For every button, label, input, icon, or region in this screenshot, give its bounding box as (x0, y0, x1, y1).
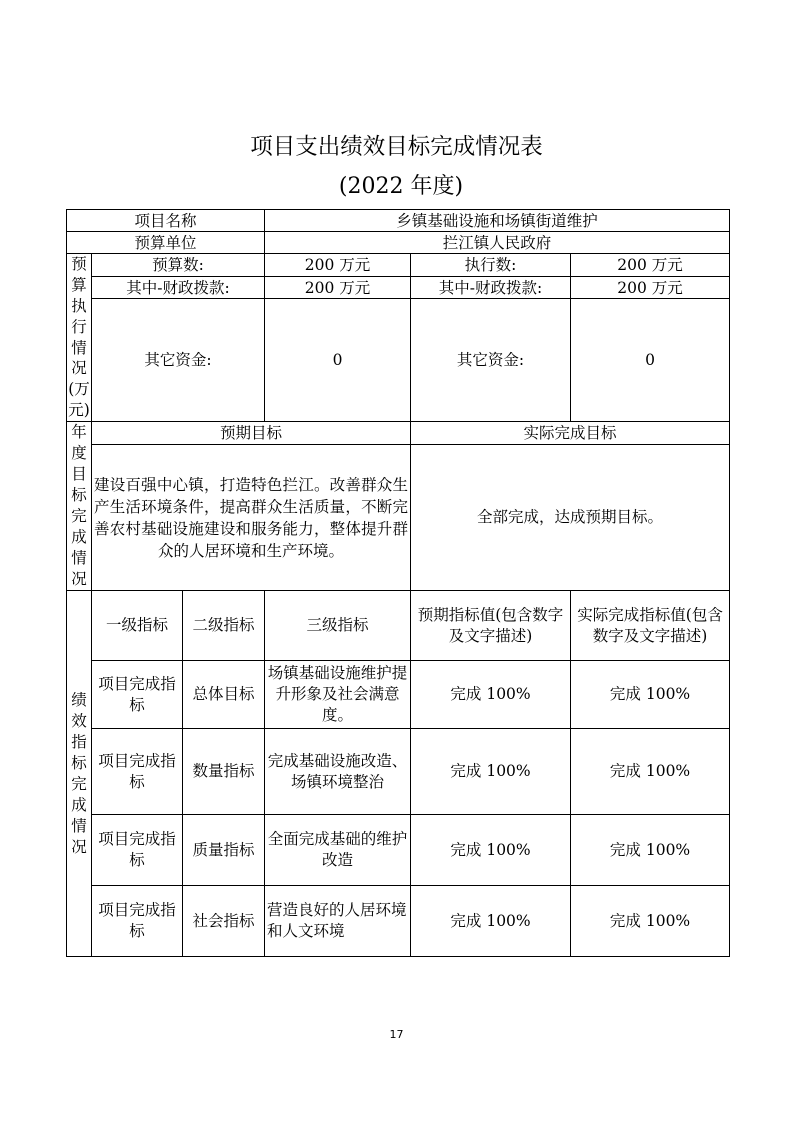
header-level3: 三级指标 (265, 591, 411, 661)
row-annual-goal-header (67, 422, 730, 445)
budget-total-label: 预算数: (92, 254, 265, 277)
row-annual-goal-content (67, 445, 730, 591)
actual-goal-text: 全部完成，达成预期目标。 (411, 445, 730, 591)
indicator-level2: 总体目标 (183, 661, 265, 729)
indicator-level1: 项目完成指标 (92, 661, 183, 729)
indicator-level2: 社会指标 (183, 886, 265, 957)
execution-total-label: 执行数: (411, 254, 571, 277)
indicator-expected: 完成 100% (411, 729, 571, 815)
table-row (67, 729, 730, 815)
budget-other-label: 其它资金: (92, 299, 265, 422)
budget-fiscal-value: 200 万元 (265, 277, 411, 299)
execution-fiscal-label: 其中-财政拨款: (411, 277, 571, 299)
indicator-actual: 完成 100% (571, 661, 730, 729)
indicator-section-label: 绩效指标完成情况 (67, 591, 92, 957)
performance-table (66, 209, 730, 957)
indicator-actual: 完成 100% (571, 815, 730, 886)
row-budget-unit (67, 232, 730, 254)
indicator-level3: 营造良好的人居环境和人文环境 (265, 886, 411, 957)
indicator-level3: 完成基础设施改造、场镇环境整治 (265, 729, 411, 815)
header-level2: 二级指标 (183, 591, 265, 661)
execution-total-value: 200 万元 (571, 254, 730, 277)
indicator-level2: 质量指标 (183, 815, 265, 886)
project-name-label: 项目名称 (67, 210, 265, 232)
table-row (67, 815, 730, 886)
execution-other-label: 其它资金: (411, 299, 571, 422)
budget-execution-section-label: 预算执行情况(万元) (67, 254, 92, 422)
project-name-value: 乡镇基础设施和场镇街道维护 (265, 210, 730, 232)
row-project-name (67, 210, 730, 232)
row-indicator-header (67, 591, 730, 661)
indicator-level1: 项目完成指标 (92, 815, 183, 886)
annual-goal-section-label: 年度目标完成情况 (67, 422, 92, 591)
indicator-actual: 完成 100% (571, 729, 730, 815)
header-expected-value: 预期指标值(包含数字及文字描述) (411, 591, 571, 661)
budget-other-value: 0 (265, 299, 411, 422)
indicator-expected: 完成 100% (411, 661, 571, 729)
indicator-expected: 完成 100% (411, 815, 571, 886)
page-number: 17 (389, 1028, 404, 1041)
indicator-actual: 完成 100% (571, 886, 730, 957)
page-subtitle-year: (2022 年度) (338, 174, 464, 199)
indicator-expected: 完成 100% (411, 886, 571, 957)
table-body (67, 210, 730, 957)
indicator-level3: 场镇基础设施维护提升形象及社会满意度。 (265, 661, 411, 729)
row-budget-fiscal (67, 277, 730, 299)
expected-goal-text: 建设百强中心镇，打造特色拦江。改善群众生产生活环境条件，提高群众生活质量，不断完善农村基础设施建设和服务能力，整体提升群众的人居环境和生产环境。 (92, 445, 411, 591)
actual-goal-header: 实际完成目标 (411, 422, 730, 445)
row-budget-other (67, 299, 730, 422)
expected-goal-header: 预期目标 (92, 422, 411, 445)
indicator-level2: 数量指标 (183, 729, 265, 815)
indicator-level1: 项目完成指标 (92, 729, 183, 815)
table-row (67, 886, 730, 957)
page-title: 项目支出绩效目标完成情况表 (250, 134, 543, 160)
row-budget-total (67, 254, 730, 277)
budget-unit-value: 拦江镇人民政府 (265, 232, 730, 254)
budget-total-value: 200 万元 (265, 254, 411, 277)
execution-other-value: 0 (571, 299, 730, 422)
budget-unit-label: 预算单位 (67, 232, 265, 254)
header-actual-value: 实际完成指标值(包含数字及文字描述) (571, 591, 730, 661)
execution-fiscal-value: 200 万元 (571, 277, 730, 299)
budget-fiscal-label: 其中-财政拨款: (92, 277, 265, 299)
indicator-level3: 全面完成基础的维护改造 (265, 815, 411, 886)
header-level1: 一级指标 (92, 591, 183, 661)
table-row (67, 661, 730, 729)
indicator-level1: 项目完成指标 (92, 886, 183, 957)
